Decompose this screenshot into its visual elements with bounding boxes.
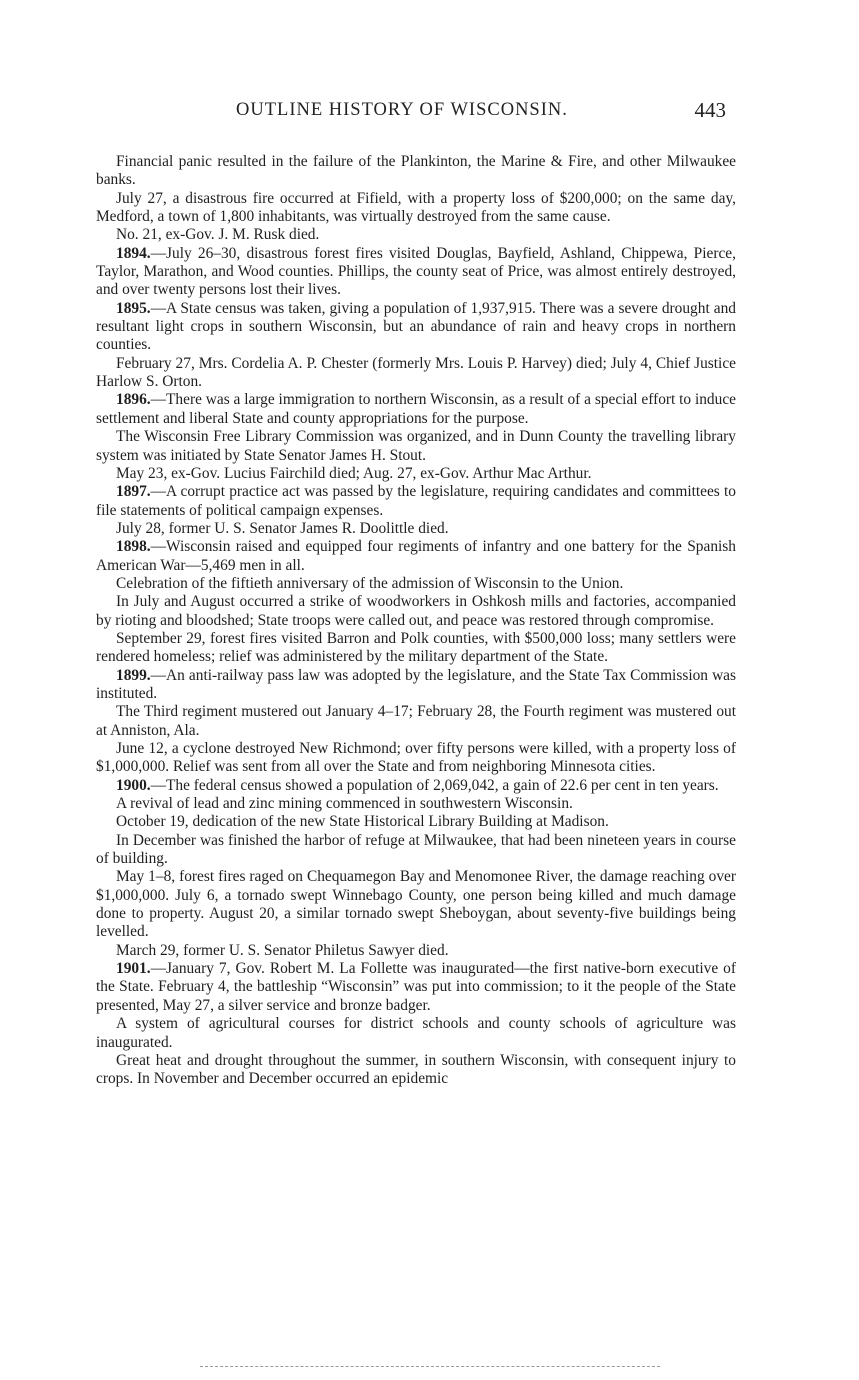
- footer-rule: [200, 1366, 660, 1367]
- paragraph-text: The Third regiment mustered out January 4–17; February 28, the Fourth regiment was mustered out at Anniston, Ala.: [96, 703, 736, 739]
- paragraph: [96, 942, 736, 960]
- year-heading: 1899.: [116, 666, 151, 684]
- paragraph: [96, 520, 736, 538]
- paragraph: [96, 483, 736, 520]
- paragraph-text: No. 21, ex-Gov. J. M. Rusk died.: [116, 226, 320, 244]
- running-title: OUTLINE HISTORY OF WISCONSIN.: [236, 100, 568, 120]
- paragraph-text: October 19, dedication of the new State Historical Library Building at Madison.: [116, 813, 609, 831]
- year-heading: 1897.: [116, 483, 151, 501]
- paragraph-text: May 23, ex-Gov. Lucius Fairchild died; Aug. 27, ex-Gov. Arthur Mac Arthur.: [116, 464, 592, 482]
- paragraph: [96, 428, 736, 465]
- paragraph-text: September 29, forest fires visited Barron and Polk counties, with $500,000 loss; many settlers were rendered homeless; relief was administered by the military department of the State.: [96, 629, 736, 666]
- paragraph: [96, 465, 736, 483]
- paragraph-text: A revival of lead and zinc mining commenced in southwestern Wisconsin.: [116, 795, 573, 813]
- year-heading: 1898.: [116, 538, 151, 556]
- paragraph: [96, 813, 736, 831]
- paragraph-text: —A State census was taken, giving a population of 1,937,915. There was a severe drought and resultant light crops in southern Wisconsin, but an abundance of rain and heavy crops in northern counties.: [96, 299, 736, 354]
- paragraph-text: —An anti-railway pass law was adopted by the legislature, and the State Tax Commission was instituted.: [96, 666, 736, 702]
- paragraph: [96, 703, 736, 740]
- paragraph: [96, 1015, 736, 1052]
- paragraph-text: Celebration of the fiftieth anniversary of the admission of Wisconsin to the Union.: [116, 574, 624, 592]
- year-heading: 1901.: [116, 960, 151, 978]
- paragraph: [96, 795, 736, 813]
- paragraph-text: —Wisconsin raised and equipped four regiments of infantry and one battery for the Spanish American War—5,469 men in all.: [96, 538, 736, 574]
- paragraph-text: February 27, Mrs. Cordelia A. P. Chester (formerly Mrs. Louis P. Harvey) died; July 4, Chief Justice Harlow S. Orton.: [96, 354, 736, 391]
- paragraph-text: —A corrupt practice act was passed by the legislature, requiring candidates and committees to file statements of political campaign expenses.: [96, 483, 736, 519]
- year-heading: 1896.: [116, 391, 151, 409]
- paragraph: [96, 593, 736, 630]
- paragraph: [96, 153, 736, 190]
- paragraph: [96, 226, 736, 244]
- paragraph: [96, 391, 736, 428]
- paragraph-text: Financial panic resulted in the failure of the Plankinton, the Marine & Fire, and other Milwaukee banks.: [96, 153, 736, 189]
- year-heading: 1894.: [116, 244, 151, 262]
- year-heading: 1895.: [116, 299, 151, 317]
- paragraph: [96, 960, 736, 1015]
- paragraph: [96, 538, 736, 575]
- paragraph-text: —July 26–30, disastrous forest fires visited Douglas, Bayfield, Ashland, Chippewa, Pierce, Taylor, Marathon, and Wood counties. Phillips, the county seat of Price, was almost entirely destroyed, and over twenty persons lost their lives.: [96, 244, 736, 299]
- paragraph: [96, 575, 736, 593]
- paragraph-text: —January 7, Gov. Robert M. La Follette was inaugurated—the first native-born executive of the State. February 4, the battleship “Wisconsin” was put into commission; to it the people of the State presented, May 27, a silver service and bronze badger.: [96, 960, 736, 1014]
- paragraph-text: A system of agricultural courses for district schools and county schools of agriculture was inaugurated.: [96, 1015, 736, 1051]
- page-number: 443: [694, 98, 726, 122]
- paragraph-text: Great heat and drought throughout the summer, in southern Wisconsin, with consequent injury to crops. In November and December occurred an epidemic: [96, 1051, 736, 1088]
- paragraph: [96, 667, 736, 704]
- paragraph: [96, 868, 736, 941]
- paragraph: [96, 832, 736, 869]
- paragraph: [96, 1052, 736, 1089]
- paragraph: [96, 777, 736, 795]
- paragraph-text: July 27, a disastrous fire occurred at Fifield, with a property loss of $200,000; on the same day, Medford, a town of 1,800 inhabitants, was virtually destroyed from the same cause.: [96, 189, 736, 226]
- paragraph-text: March 29, former U. S. Senator Philetus Sawyer died.: [116, 941, 449, 959]
- paragraph-text: July 28, former U. S. Senator James R. Doolittle died.: [116, 519, 449, 537]
- paragraph-text: June 12, a cyclone destroyed New Richmond; over fifty persons were killed, with a property loss of $1,000,000. Relief was sent from all over the State and from neighboring Minnesota cities.: [96, 740, 736, 776]
- paragraph: [96, 630, 736, 667]
- paragraph-text: In December was finished the harbor of refuge at Milwaukee, that had been nineteen years in course of building.: [96, 831, 736, 868]
- paragraph: [96, 740, 736, 777]
- paragraph: [96, 355, 736, 392]
- paragraph-text: The Wisconsin Free Library Commission was organized, and in Dunn County the travelling library system was initiated by State Senator James H. Stout.: [96, 428, 736, 464]
- year-heading: 1900.: [116, 776, 151, 794]
- paragraph-text: May 1–8, forest fires raged on Chequamegon Bay and Menomonee River, the damage reaching over $1,000,000. July 6, a tornado swept Winnebago County, one person being killed and much damage done to property. August 20, a similar tornado swept Sheboygan, about seventy-five buildings being levelled.: [96, 868, 736, 941]
- running-header: [96, 100, 732, 130]
- paragraph: [96, 300, 736, 355]
- paragraph-text: —The federal census showed a population of 2,069,042, a gain of 22.6 per cent in ten years.: [150, 776, 719, 794]
- body-text: [96, 153, 736, 1089]
- paragraph-text: In July and August occurred a strike of woodworkers in Oshkosh mills and factories, accompanied by rioting and bloodshed; State troops were called out, and peace was restored through compromise.: [96, 593, 736, 629]
- paragraph-text: —There was a large immigration to northern Wisconsin, as a result of a special effort to induce settlement and liberal State and county appropriations for the purpose.: [96, 391, 736, 427]
- paragraph: [96, 245, 736, 300]
- paragraph: [96, 190, 736, 227]
